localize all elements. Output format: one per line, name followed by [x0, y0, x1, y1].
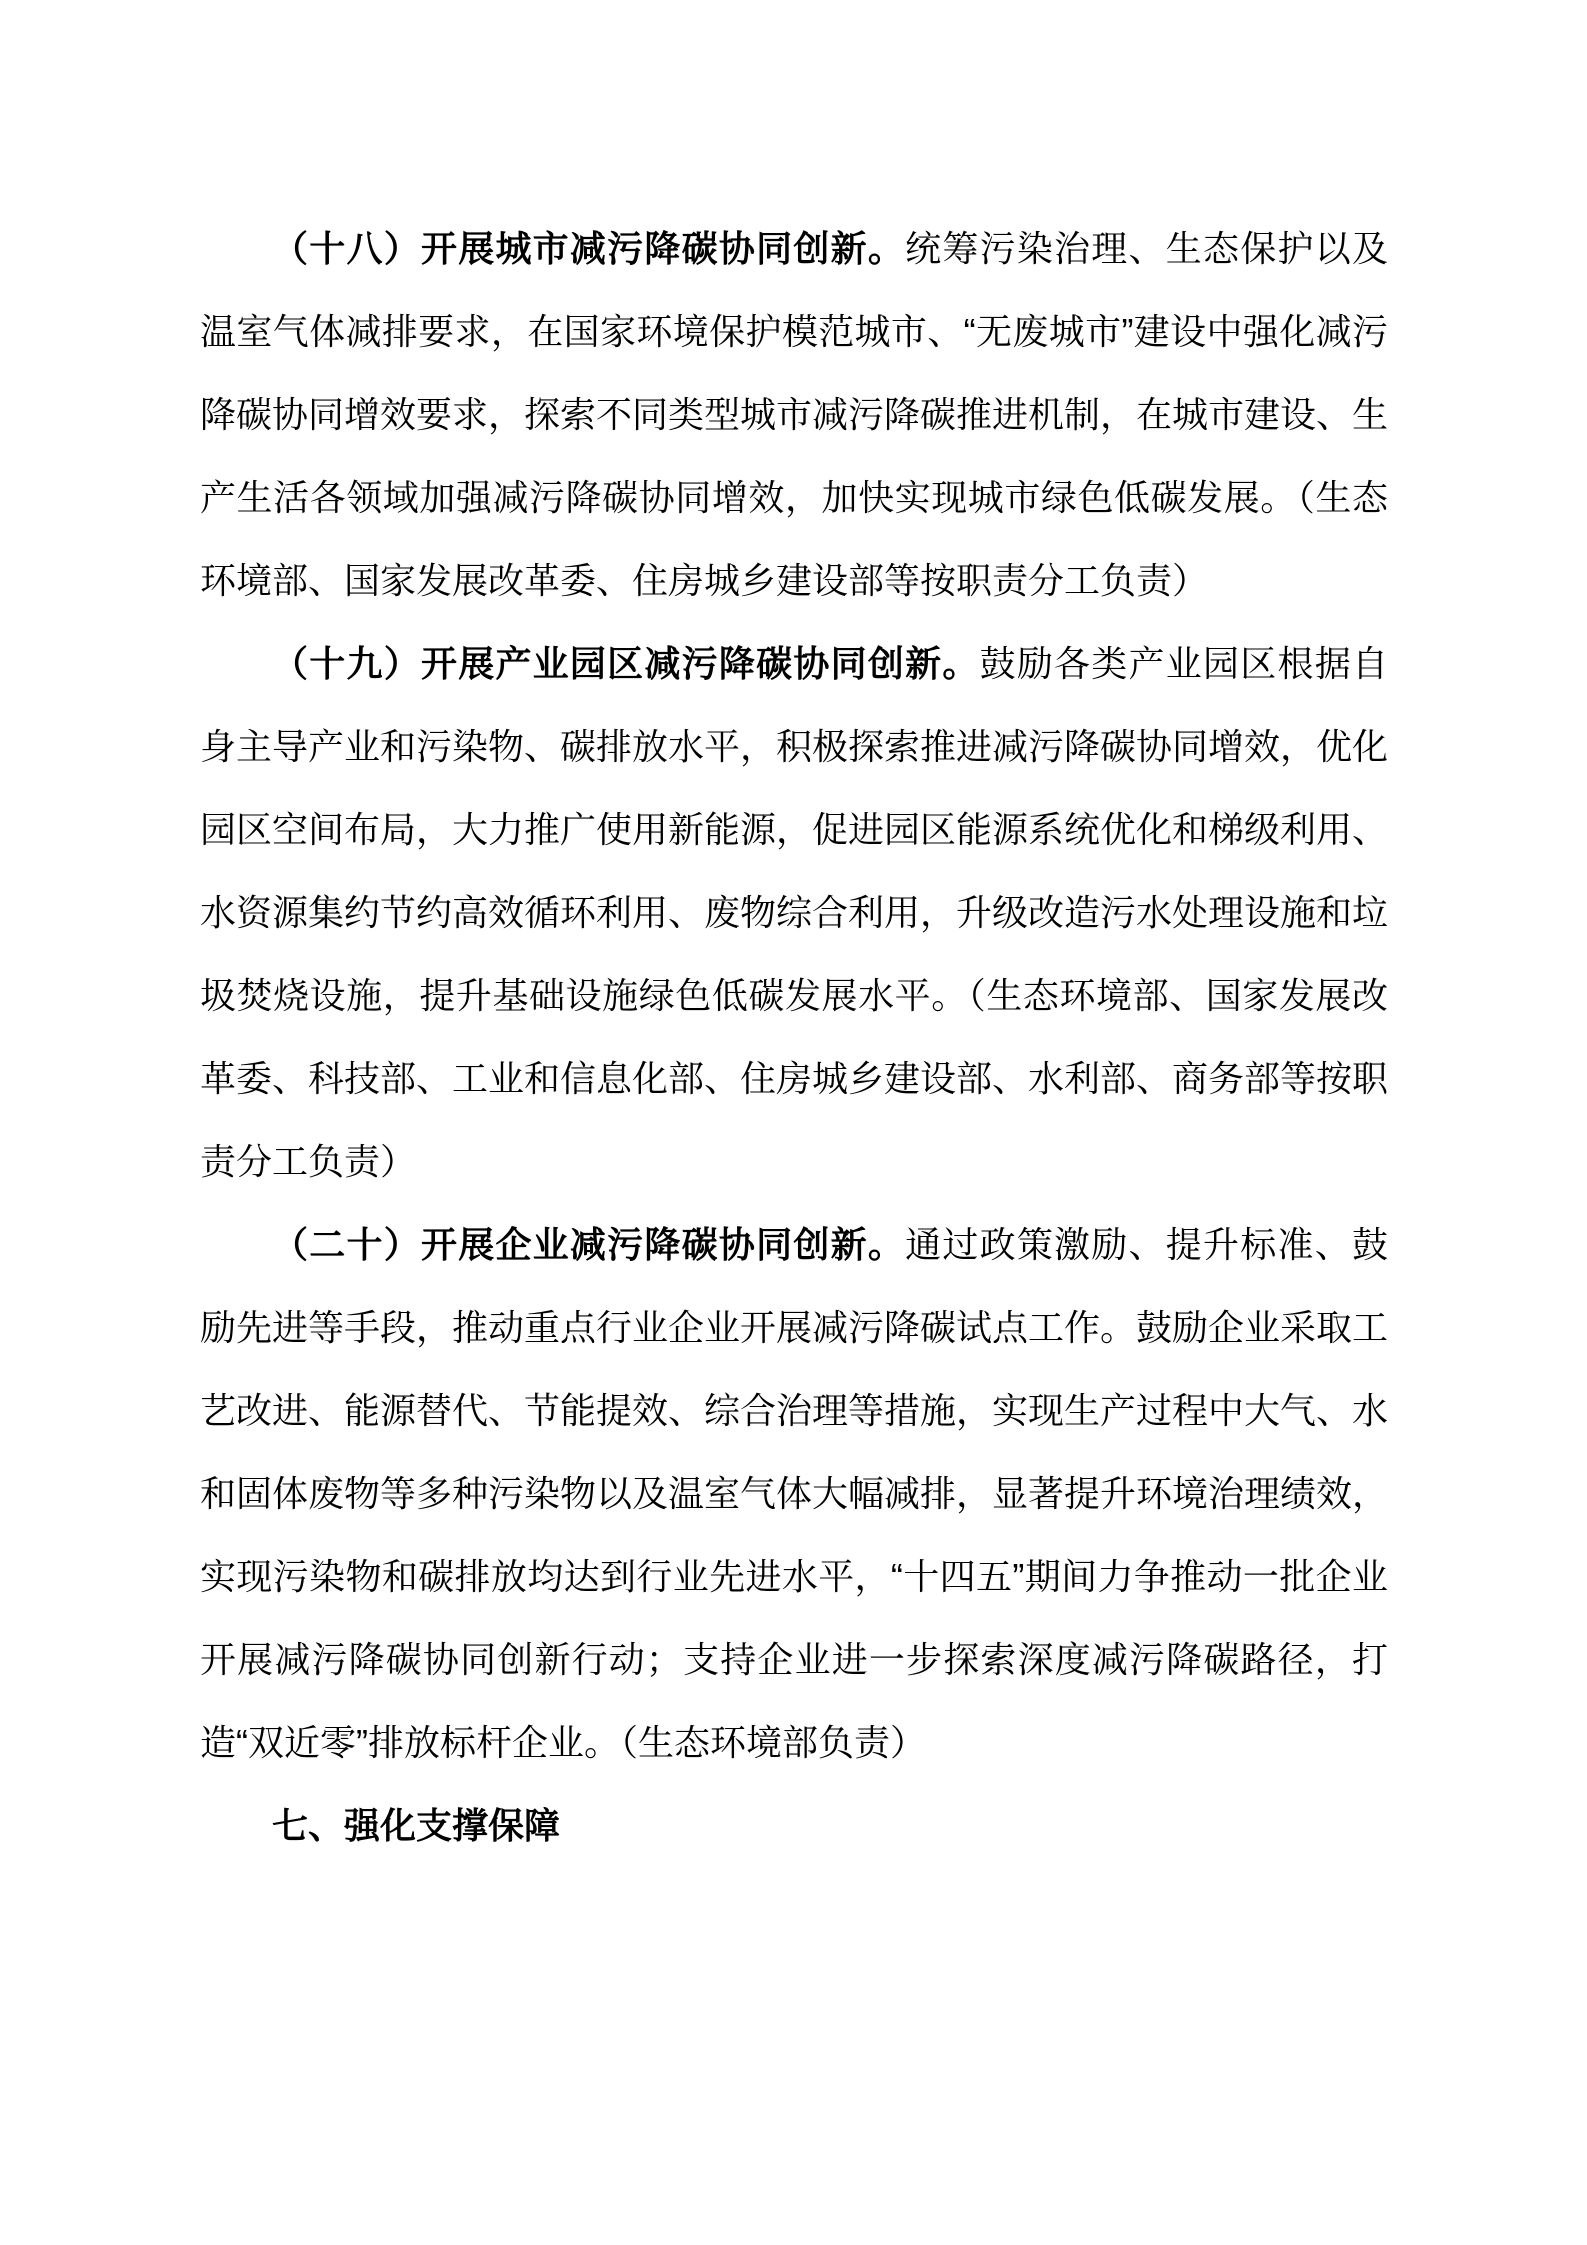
paragraph-20-text: 通过政策激励、提升标准、鼓励先进等手段，推动重点行业企业开展减污降碳试点工作。鼓励企业采取工艺改进、能源替代、节能提效、综合治理等措施，实现生产过程中大气、水和固体废物等多种污染物以及温室气体大幅减排，显著提升环境治理绩效，实现污染物和碳排放均达到行业先进水平，“十四五”期间力争推动一批企业开展减污降碳协同创新行动；支持企业进一步探索深度减污降碳路径，打造“双近零”排放标杆企业。（生态环境部负责） [200, 1224, 1389, 1763]
section-heading: 七、强化支撑保障 [272, 1805, 561, 1846]
paragraph-20-lead: （二十）开展企业减污降碳协同创新。 [272, 1224, 906, 1265]
paragraph-18-text: 统筹污染治理、生态保护以及温室气体减排要求，在国家环境保护模范城市、“无废城市”建设中强化减污降碳协同增效要求，探索不同类型城市减污降碳推进机制，在城市建设、生产生活各领域加强减污降碳协同增效，加快实现城市绿色低碳发展。（生态环境部、国家发展改革委、住房城乡建设部等按职责分工负责） [200, 228, 1389, 601]
paragraph-19-lead: （十九）开展产业园区减污降碳协同创新。 [272, 643, 980, 684]
paragraph-19 [200, 622, 1388, 1203]
paragraph-20 [200, 1203, 1388, 1784]
document-body [200, 207, 1388, 1867]
paragraph-19-text: 鼓励各类产业园区根据自身主导产业和污染物、碳排放水平，积极探索推进减污降碳协同增效，优化园区空间布局，大力推广使用新能源，促进园区能源系统优化和梯级利用、水资源集约节约高效循环利用、废物综合利用，升级改造污水处理设施和垃圾焚烧设施，提升基础设施绿色低碳发展水平。（生态环境部、国家发展改革委、科技部、工业和信息化部、住房城乡建设部、水利部、商务部等按职责分工负责） [200, 643, 1389, 1182]
paragraph-18 [200, 207, 1388, 622]
paragraph-18-lead: （十八）开展城市减污降碳协同创新。 [272, 228, 906, 269]
